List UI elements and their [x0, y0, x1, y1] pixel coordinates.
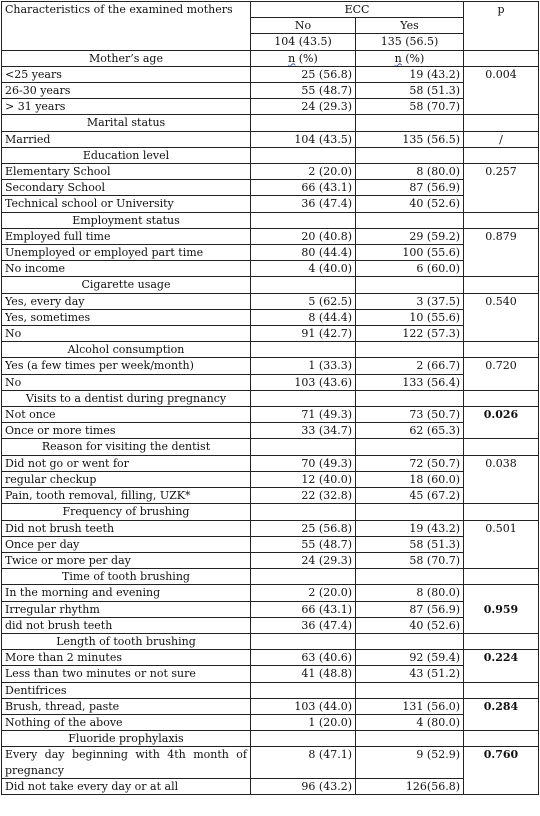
yes-value: 126(56.8) [356, 778, 464, 794]
yes-value: 62 (65.3) [356, 423, 464, 439]
section-title-row [2, 277, 539, 293]
row-label: Did not go or went for [2, 455, 251, 471]
empty-cell [251, 390, 356, 406]
empty-cell [251, 731, 356, 747]
yes-value: 6 (60.0) [356, 261, 464, 277]
yes-value: 29 (59.2) [356, 228, 464, 244]
table-row [2, 309, 539, 325]
no-value: 66 (43.1) [251, 180, 356, 196]
section-title-row [2, 731, 539, 747]
yes-value: 131 (56.0) [356, 698, 464, 714]
row-label: Not once [2, 407, 251, 423]
no-value: 5 (62.5) [251, 293, 356, 309]
table-row [2, 714, 539, 730]
empty-cell [464, 50, 539, 66]
section-title: Dentifrices [2, 682, 251, 698]
section-title: Reason for visiting the dentist [2, 439, 251, 455]
empty-cell [464, 569, 539, 585]
table-row [2, 228, 539, 244]
no-value: 36 (47.4) [251, 617, 356, 633]
section-title: Mother’s age [2, 50, 251, 66]
no-value: 70 (49.3) [251, 455, 356, 471]
table-row [2, 326, 539, 342]
section-title-row [2, 390, 539, 406]
no-value: 12 (40.0) [251, 471, 356, 487]
row-label: Yes, every day [2, 293, 251, 309]
yes-value: 73 (50.7) [356, 407, 464, 423]
table-row [2, 196, 539, 212]
row-label: No [2, 374, 251, 390]
no-value: 2 (20.0) [251, 164, 356, 180]
row-label: 26-30 years [2, 83, 251, 99]
empty-cell [356, 115, 464, 131]
yes-value: 2 (66.7) [356, 358, 464, 374]
table-row [2, 407, 539, 423]
empty-cell [251, 569, 356, 585]
p-value: 0.540 [464, 293, 539, 342]
table-row [2, 698, 539, 714]
no-header: No [251, 18, 356, 34]
section-title-row [2, 504, 539, 520]
row-label: Did not brush teeth [2, 520, 251, 536]
no-value: 71 (49.3) [251, 407, 356, 423]
empty-cell [464, 504, 539, 520]
no-value: 1 (20.0) [251, 714, 356, 730]
empty-cell [251, 633, 356, 649]
percent-symbol: (%) [298, 51, 318, 65]
empty-cell [464, 147, 539, 163]
section-title: Alcohol consumption [2, 342, 251, 358]
empty-cell [464, 342, 539, 358]
yes-value: 10 (55.6) [356, 309, 464, 325]
table-row [2, 778, 539, 794]
n-symbol: n [394, 51, 402, 65]
empty-cell [356, 504, 464, 520]
empty-cell [251, 342, 356, 358]
table-row [2, 423, 539, 439]
table-row [2, 585, 539, 601]
empty-cell [464, 439, 539, 455]
table-body [2, 2, 539, 795]
no-value: 33 (34.7) [251, 423, 356, 439]
yes-header: Yes [356, 18, 464, 34]
yes-value: 58 (51.3) [356, 536, 464, 552]
empty-cell [464, 633, 539, 649]
row-label: More than 2 minutes [2, 650, 251, 666]
table-row [2, 83, 539, 99]
yes-value: 45 (67.2) [356, 488, 464, 504]
no-value: 25 (56.8) [251, 520, 356, 536]
empty-cell [251, 277, 356, 293]
row-label: Irregular rhythm [2, 601, 251, 617]
row-label: In the morning and evening [2, 585, 251, 601]
row-label: Elementary School [2, 164, 251, 180]
yes-value: 72 (50.7) [356, 455, 464, 471]
table-row [2, 245, 539, 261]
section-title: Employment status [2, 212, 251, 228]
row-label: Yes (a few times per week/month) [2, 358, 251, 374]
table-row [2, 164, 539, 180]
empty-cell [356, 212, 464, 228]
table-row [2, 66, 539, 82]
row-label: Pain, tooth removal, filling, UZK* [2, 488, 251, 504]
yes-value: 19 (43.2) [356, 66, 464, 82]
yes-n-percent-header [356, 50, 464, 66]
no-value: 103 (44.0) [251, 698, 356, 714]
yes-value: 9 (52.9) [356, 747, 464, 778]
table-row [2, 180, 539, 196]
row-label: > 31 years [2, 99, 251, 115]
p-value: 0.004 [464, 66, 539, 115]
no-value: 96 (43.2) [251, 778, 356, 794]
row-label: No income [2, 261, 251, 277]
row-label: Twice or more per day [2, 552, 251, 568]
table-row [2, 488, 539, 504]
empty-cell [356, 390, 464, 406]
table-row [2, 261, 539, 277]
row-label: Technical school or University [2, 196, 251, 212]
p-value: 0.720 [464, 358, 539, 390]
row-label: <25 years [2, 66, 251, 82]
no-count-header: 104 (43.5) [251, 34, 356, 50]
section-title-row [2, 439, 539, 455]
no-n-percent-header [251, 50, 356, 66]
p-value: 0.879 [464, 228, 539, 277]
p-value: 0.959 [464, 585, 539, 634]
no-value: 22 (32.8) [251, 488, 356, 504]
row-label: No [2, 326, 251, 342]
table-row [2, 601, 539, 617]
section-title-row [2, 682, 539, 698]
section-title: Frequency of brushing [2, 504, 251, 520]
empty-cell [464, 390, 539, 406]
p-value: / [464, 131, 539, 147]
table-row [2, 666, 539, 682]
yes-count-header: 135 (56.5) [356, 34, 464, 50]
yes-value: 87 (56.9) [356, 180, 464, 196]
table-row [2, 293, 539, 309]
yes-value: 40 (52.6) [356, 196, 464, 212]
yes-value: 58 (51.3) [356, 83, 464, 99]
table-row [2, 358, 539, 374]
table-row [2, 650, 539, 666]
yes-value: 58 (70.7) [356, 552, 464, 568]
empty-cell [356, 439, 464, 455]
empty-cell [356, 633, 464, 649]
no-value: 8 (47.1) [251, 747, 356, 778]
empty-cell [356, 277, 464, 293]
section-title-row [2, 569, 539, 585]
section-title: Time of tooth brushing [2, 569, 251, 585]
empty-cell [356, 731, 464, 747]
p-value: 0.224 [464, 650, 539, 682]
p-value: 0.026 [464, 407, 539, 439]
row-label: Once per day [2, 536, 251, 552]
empty-cell [251, 439, 356, 455]
table-row [2, 471, 539, 487]
empty-cell [464, 115, 539, 131]
empty-cell [251, 682, 356, 698]
yes-value: 18 (60.0) [356, 471, 464, 487]
no-value: 103 (43.6) [251, 374, 356, 390]
p-value: 0.257 [464, 164, 539, 213]
section-title-row [2, 212, 539, 228]
yes-value: 100 (55.6) [356, 245, 464, 261]
yes-value: 8 (80.0) [356, 585, 464, 601]
no-value: 24 (29.3) [251, 99, 356, 115]
p-value: 0.501 [464, 520, 539, 569]
yes-value: 92 (59.4) [356, 650, 464, 666]
no-value: 55 (48.7) [251, 536, 356, 552]
yes-value: 19 (43.2) [356, 520, 464, 536]
no-value: 36 (47.4) [251, 196, 356, 212]
row-label: Yes, sometimes [2, 309, 251, 325]
row-label: regular checkup [2, 471, 251, 487]
section-title: Length of tooth brushing [2, 633, 251, 649]
section-title: Fluoride prophylaxis [2, 731, 251, 747]
table-row [2, 99, 539, 115]
yes-value: 135 (56.5) [356, 131, 464, 147]
row-label: Employed full time [2, 228, 251, 244]
row-label: Did not take every day or at all [2, 778, 251, 794]
section-title-row [2, 147, 539, 163]
empty-cell [251, 115, 356, 131]
section-title-row [2, 115, 539, 131]
no-value: 80 (44.4) [251, 245, 356, 261]
row-label: Married [2, 131, 251, 147]
no-value: 2 (20.0) [251, 585, 356, 601]
yes-value: 58 (70.7) [356, 99, 464, 115]
p-value: 0.284 [464, 698, 539, 730]
yes-value: 43 (51.2) [356, 666, 464, 682]
p-value: 0.038 [464, 455, 539, 504]
table-row [2, 747, 539, 778]
no-value: 66 (43.1) [251, 601, 356, 617]
empty-cell [251, 504, 356, 520]
ecc-header: ECC [251, 2, 464, 18]
empty-cell [356, 147, 464, 163]
yes-value: 87 (56.9) [356, 601, 464, 617]
no-value: 24 (29.3) [251, 552, 356, 568]
row-label: Secondary School [2, 180, 251, 196]
table-row [2, 617, 539, 633]
no-value: 1 (33.3) [251, 358, 356, 374]
section-title: Cigarette usage [2, 277, 251, 293]
no-value: 25 (56.8) [251, 66, 356, 82]
characteristics-header: Characteristics of the examined mothers [2, 2, 251, 51]
row-label: Unemployed or employed part time [2, 245, 251, 261]
empty-cell [464, 731, 539, 747]
percent-symbol: (%) [405, 51, 425, 65]
yes-value: 4 (80.0) [356, 714, 464, 730]
yes-value: 40 (52.6) [356, 617, 464, 633]
yes-value: 8 (80.0) [356, 164, 464, 180]
empty-cell [251, 147, 356, 163]
row-label: Nothing of the above [2, 714, 251, 730]
no-value: 55 (48.7) [251, 83, 356, 99]
table-row [2, 455, 539, 471]
no-value: 91 (42.7) [251, 326, 356, 342]
empty-cell [251, 212, 356, 228]
no-value: 8 (44.4) [251, 309, 356, 325]
no-value: 63 (40.6) [251, 650, 356, 666]
no-value: 4 (40.0) [251, 261, 356, 277]
yes-value: 122 (57.3) [356, 326, 464, 342]
yes-value: 133 (56.4) [356, 374, 464, 390]
row-label: Every day beginning with 4th month of pregnancy [2, 747, 251, 778]
empty-cell [464, 277, 539, 293]
no-value: 20 (40.8) [251, 228, 356, 244]
section-title: Marital status [2, 115, 251, 131]
n-symbol: n [288, 51, 296, 65]
table-row [2, 520, 539, 536]
table-row [2, 374, 539, 390]
table-row [2, 131, 539, 147]
section-title: Visits to a dentist during pregnancy [2, 390, 251, 406]
empty-cell [464, 212, 539, 228]
empty-cell [356, 682, 464, 698]
no-value: 104 (43.5) [251, 131, 356, 147]
empty-cell [464, 682, 539, 698]
row-label: did not brush teeth [2, 617, 251, 633]
empty-cell [356, 342, 464, 358]
section-title-row [2, 342, 539, 358]
row-label: Less than two minutes or not sure [2, 666, 251, 682]
header-row-1 [2, 2, 539, 18]
p-value: 0.760 [464, 747, 539, 795]
table-row [2, 552, 539, 568]
yes-value: 3 (37.5) [356, 293, 464, 309]
row-label: Brush, thread, paste [2, 698, 251, 714]
table-row [2, 536, 539, 552]
section-title-row [2, 633, 539, 649]
no-value: 41 (48.8) [251, 666, 356, 682]
empty-cell [356, 569, 464, 585]
p-header: p [464, 2, 539, 51]
row-label: Once or more times [2, 423, 251, 439]
section-title-row [2, 50, 539, 66]
characteristics-table [1, 1, 539, 795]
section-title: Education level [2, 147, 251, 163]
